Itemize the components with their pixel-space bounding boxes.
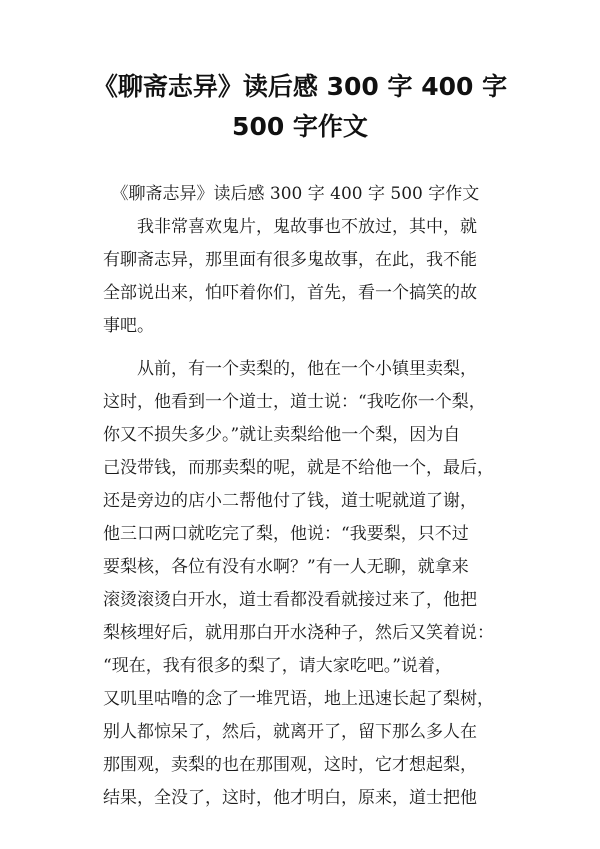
document-title-line-1: 《聊斋志异》读后感 300 字 400 字 [92,72,508,101]
body-line: 全部说出来，怕吓着你们，首先，看一个搞笑的故 [103,283,477,303]
document-title-line-2: 500 字作文 [232,112,368,141]
body-line: 这时，他看到一个道士，道士说：“我吃你一个梨， [103,392,486,412]
body-line: “现在，我有很多的梨了，请大家吃吧。”说着， [103,656,452,676]
document-body [103,178,503,815]
body-line: 事吧。 [103,316,154,336]
body-line: 从前，有一个卖梨的，他在一个小镇里卖梨， [103,359,477,379]
body-line: 又叽里咕噜的念了一堆咒语，地上迅速长起了梨树， [103,689,494,709]
body-line: 别人都惊呆了，然后，就离开了，留下那么多人在 [103,722,477,742]
paragraph-gap [103,343,503,353]
body-line: 你又不损失多少。”就让卖梨给他一个梨，因为自 [103,425,461,445]
body-line: 结果，全没了，这时，他才明白，原来，道士把他 [103,788,477,808]
body-line: 要梨核，各位有没有水啊？”有一人无聊，就拿来 [103,557,469,577]
body-line: 他三口两口就吃完了梨，他说：“我要梨，只不过 [103,524,469,544]
body-line: 那围观，卖梨的也在那围观，这时，它才想起梨， [103,755,477,775]
body-line: 我非常喜欢鬼片，鬼故事也不放过，其中，就 [103,217,477,237]
body-line: 梨核埋好后，就用那白开水浇种子，然后又笑着说： [103,623,494,643]
body-line: 还是旁边的店小二帮他付了钱，道士呢就道了谢， [103,491,477,511]
body-line: 《聊斋志异》读后感 300 字 400 字 500 字作文 [103,184,480,204]
body-line: 滚烫滚烫白开水，道士看都没看就接过来了，他把 [103,590,477,610]
body-line: 己没带钱，而那卖梨的呢，就是不给他一个，最后， [103,458,494,478]
body-line: 有聊斋志异，那里面有很多鬼故事，在此，我不能 [103,250,477,270]
